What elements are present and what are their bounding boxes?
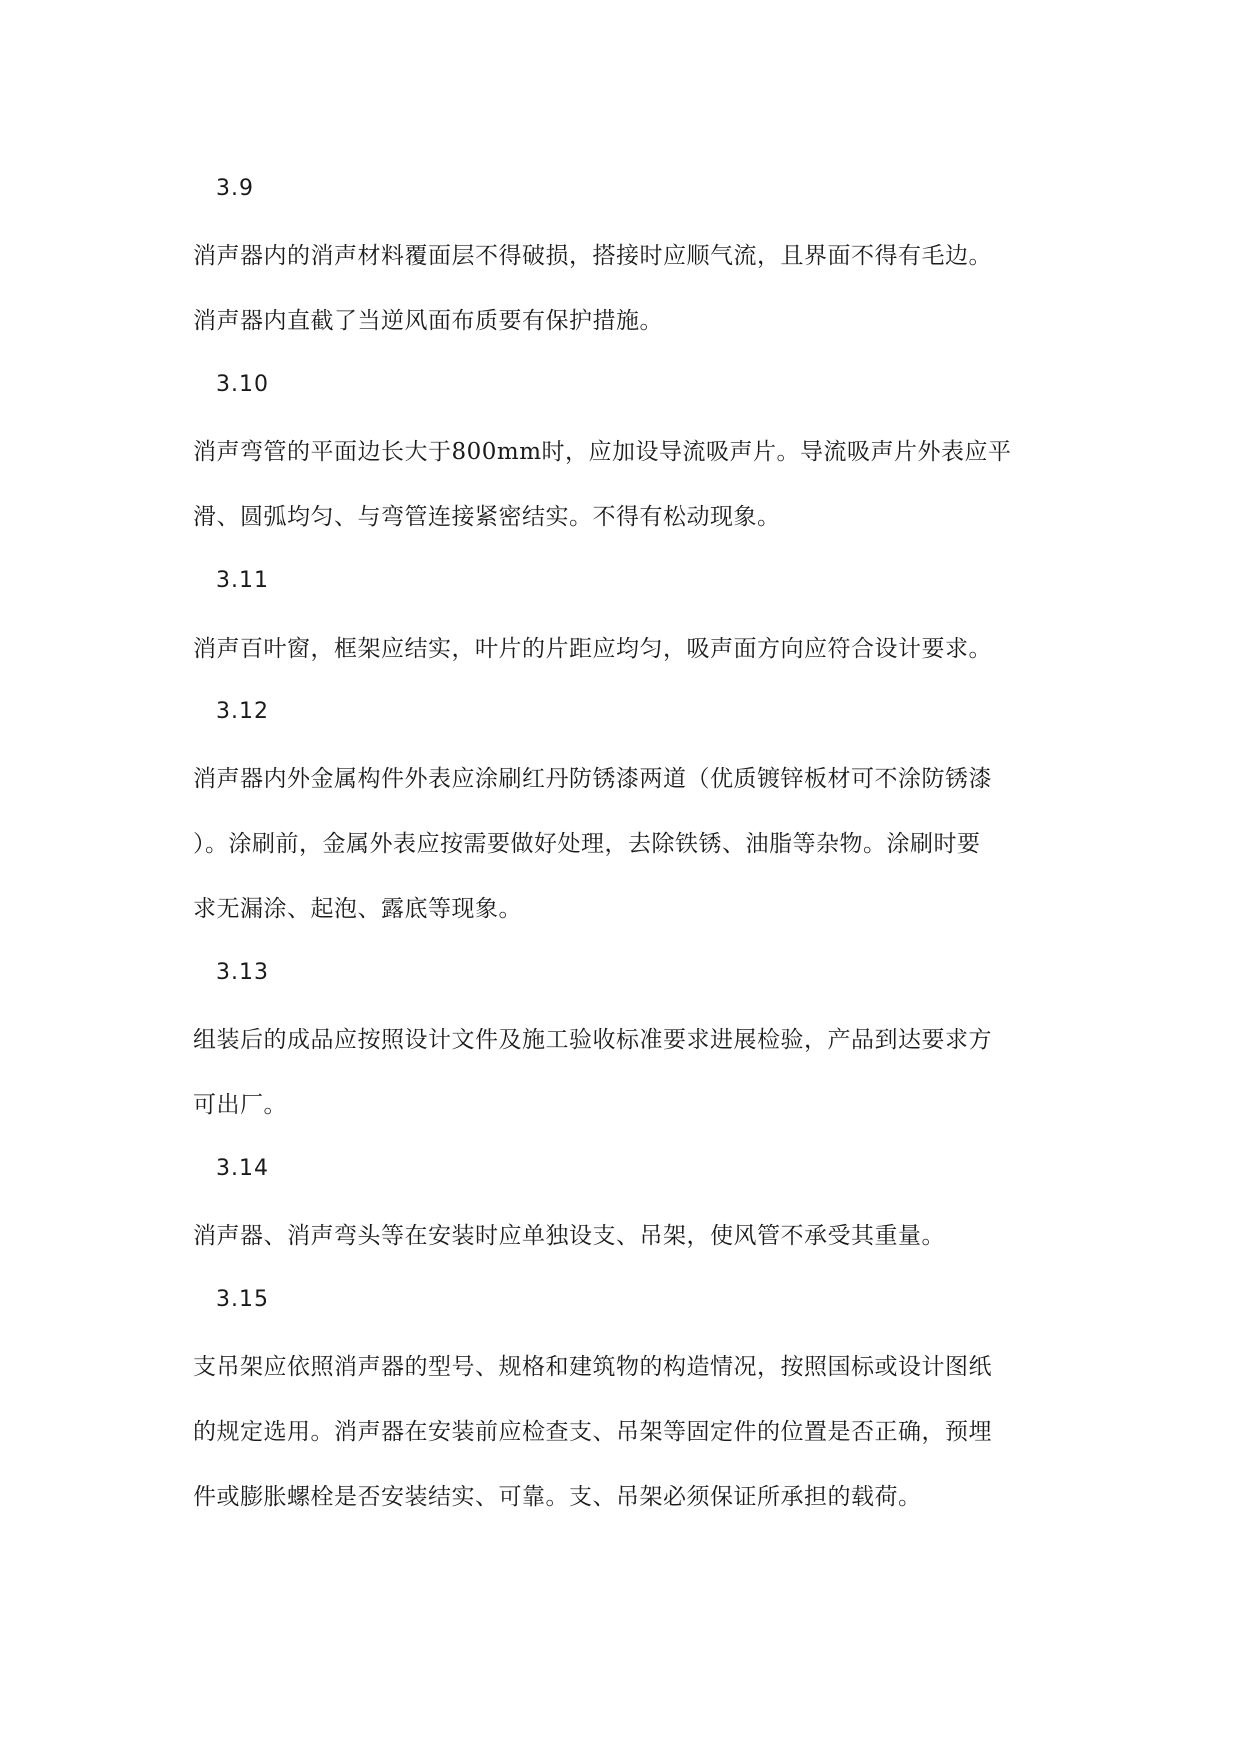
section-number-3-10: 3.10 xyxy=(216,372,269,397)
section-number-3-11: 3.11 xyxy=(216,568,269,593)
section-text-3-12 xyxy=(193,747,1053,942)
section-number-3-12: 3.12 xyxy=(216,699,269,724)
text-line: 求无漏涂、起泡、露底等现象。 xyxy=(193,896,522,922)
section-number-3-15: 3.15 xyxy=(216,1287,269,1312)
section-text-3-14 xyxy=(193,1204,1053,1269)
text-line: ）。涂刷前，金属外表应按需要做好处理，去除铁锈、油脂等杂物。涂刷时要 xyxy=(193,831,981,857)
text-line: 组装后的成品应按照设计文件及施工验收标准要求进展检验，产品到达要求方 xyxy=(193,1027,992,1053)
text-line: 件或膨胀螺栓是否安装结实、可靠。支、吊架必须保证所承担的载荷。 xyxy=(193,1484,922,1510)
text-line: 消声器内直截了当逆风面布质要有保护措施。 xyxy=(193,308,663,334)
text-line: 消声弯管的平面边长大于800mm时，应加设导流吸声片。导流吸声片外表应平 xyxy=(193,439,1012,465)
text-line: 消声器、消声弯头等在安装时应单独设支、吊架，使风管不承受其重量。 xyxy=(193,1223,945,1249)
section-number-3-13: 3.13 xyxy=(216,960,269,985)
text-line: 消声器内的消声材料覆面层不得破损，搭接时应顺气流，且界面不得有毛边。 xyxy=(193,243,992,269)
section-text-3-11 xyxy=(193,617,1053,682)
section-text-3-13 xyxy=(193,1008,1053,1138)
text-line: 消声百叶窗，框架应结实，叶片的片距应均匀，吸声面方向应符合设计要求。 xyxy=(193,636,992,662)
section-number-3-9: 3.9 xyxy=(216,176,254,201)
text-line: 可出厂。 xyxy=(193,1092,287,1118)
text-line: 支吊架应依照消声器的型号、规格和建筑物的构造情况，按照国标或设计图纸 xyxy=(193,1354,992,1380)
section-text-3-15 xyxy=(193,1335,1053,1530)
section-text-3-10 xyxy=(193,420,1053,550)
text-line: 消声器内外金属构件外表应涂刷红丹防锈漆两道（优质镀锌板材可不涂防锈漆 xyxy=(193,766,992,792)
section-text-3-9 xyxy=(193,224,1053,354)
section-number-3-14: 3.14 xyxy=(216,1156,269,1181)
text-line: 滑、圆弧均匀、与弯管连接紧密结实。不得有松动现象。 xyxy=(193,504,781,530)
text-line: 的规定选用。消声器在安装前应检查支、吊架等固定件的位置是否正确，预埋 xyxy=(193,1419,992,1445)
